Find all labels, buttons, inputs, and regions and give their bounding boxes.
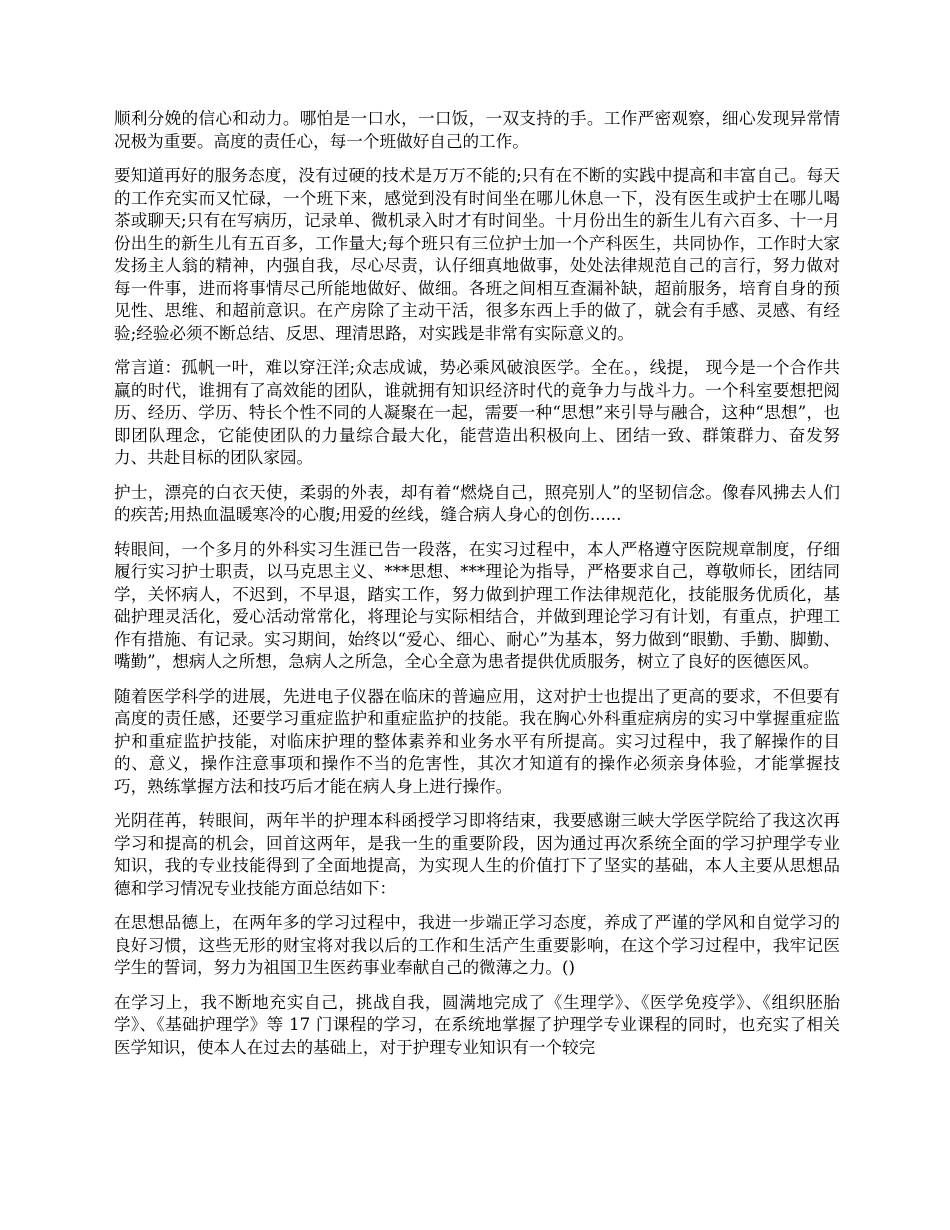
paragraph-7: 光阴荏苒，转眼间，两年半的护理本科函授学习即将结束，我要感谢三峡大学医学院给了我这次再学习和提高的机会，回首这两年，是我一生的重要阶段，因为通过再次系统全面的学习护理学专业知识，我的专业技能得到了全面地提高，为实现人生的价值打下了坚实的基础，本人主要从思想品德和学习情况专业技能方面总结如下： [114,811,840,898]
paragraph-1: 顺利分娩的信心和动力。哪怕是一口水，一口饭，一双支持的手。工作严密观察，细心发现异常情况极为重要。高度的责任心，每一个班做好自己的工作。 [114,109,840,151]
paragraph-5: 转眼间，一个多月的外科实习生涯已告一段落，在实习过程中，本人严格遵守医院规章制度，仔细履行实习护士职责，以马克思主义、***思想、***理论为指导，严格要求自己，尊敬师长，团结同学，关怀病人，不迟到，不早退，踏实工作，努力做到护理工作法律规范化，技能服务优质化，基础护理灵活化，爱心活动常常化，将理论与实际相结合，并做到理论学习有计划，有重点，护理工作有措施、有记录。实习期间，始终以“爱心、细心、耐心”为基本，努力做到“眼勤、手勤、脚勤、嘴勤”，想病人之所想，急病人之所急，全心全意为患者提供优质服务，树立了良好的医德医风。 [114,539,840,671]
paragraph-8: 在思想品德上，在两年多的学习过程中，我进一步端正学习态度，养成了严谨的学风和自觉学习的良好习惯，这些无形的财宝将对我以后的工作和生活产生重要影响，在这个学习过程中，我牢记医学生的誓词，努力为祖国卫生医药事业奉献自己的微薄之力。() [114,913,840,977]
paragraph-6: 随着医学科学的进展，先进电子仪器在临床的普遍应用，这对护士也提出了更高的要求，不但要有高度的责任感，还要学习重症监护和重症监护的技能。我在胸心外科重症病房的实习中掌握重症监护和重症监护技能，对临床护理的整体素养和业务水平有所提高。实习过程中，我了解操作的目的、意义，操作注意事项和操作不当的危害性，其次才知道有的操作必须亲身体验，才能掌握技巧，熟练掌握方法和技巧后才能在病人身上进行操作。 [114,686,840,796]
paragraph-2: 要知道再好的服务态度，没有过硬的技术是万万不能的;只有在不断的实践中提高和丰富自己。每天的工作充实而又忙碌，一个班下来，感觉到没有时间坐在哪儿休息一下，没有医生或护士在哪儿喝茶或聊天;只有在写病历，记录单、微机录入时才有时间坐。十月份出生的新生儿有六百多、十一月份出生的新生儿有五百多，工作量大;每个班只有三位护士加一个产科医生，共同协作，工作时大家发扬主人翁的精神，内强自我，尽心尽责，认仔细真地做事，处处法律规范自己的言行，努力做对每一件事，进而将事情尽己所能地做好、做细。各班之间相互查漏补缺，超前服务，培育自身的预见性、思维、和超前意识。在产房除了主动干活，很多东西上手的做了，就会有手感、灵感、有经验;经验必须不断总结、反思、理清思路，对实践是非常有实际意义的。 [114,166,840,343]
document-page [114,108,840,1071]
paragraph-4: 护士，漂亮的白衣天使，柔弱的外表，却有着“燃烧自己，照亮别人”的坚韧信念。像春风拂去人们的疾苦;用热血温暖寒冷的心腹;用爱的丝线，缝合病人身心的创伤...... [114,482,840,524]
paragraph-3: 常言道：孤帆一叶，难以穿汪洋;众志成诚，势必乘风破浪医学。全在。，线提， 现今是一个合作共赢的时代，谁拥有了高效能的团队，谁就拥有知识经济时代的竟争力与战斗力。一个科室要想把阅历、经历、学历、特长个性不同的人凝聚在一起，需要一种“思想”来引导与融合，这种“思想”，也即团队理念，它能使团队的力量综合最大化，能营造出积极向上、团结一致、群策群力、奋发努力、共赴目标的团队家园。 [114,358,840,467]
paragraph-9: 在学习上，我不断地充实自己，挑战自我，圆满地完成了《生理学》、《医学免疫学》、《组织胚胎学》、《基础护理学》等 17 门课程的学习，在系统地掌握了护理学专业课程的同时，也充实了相关医学知识，使本人在过去的基础上，对于护理专业知识有一个较完 [114,992,840,1057]
